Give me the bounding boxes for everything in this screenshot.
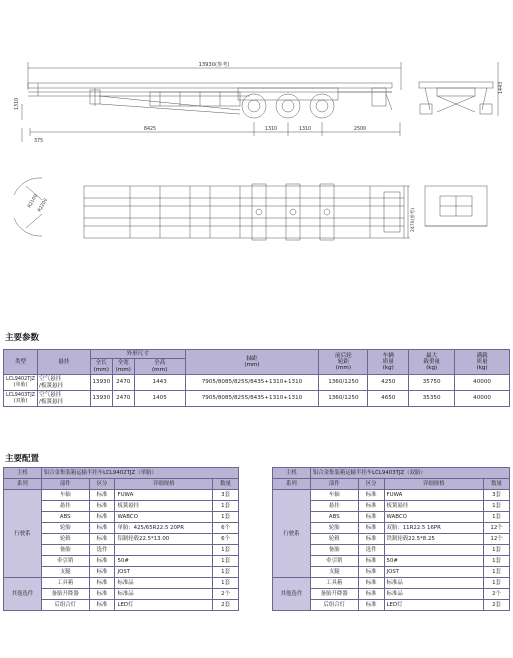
- cell-type-code: LCL9402TJZ: [5, 376, 36, 383]
- rear-view: [419, 62, 504, 116]
- cell-suspension: [37, 391, 90, 407]
- series-header: 系列: [273, 479, 311, 490]
- config-main-row: [4, 468, 239, 479]
- h-load-l2: 载重量: [423, 358, 441, 365]
- cell-length: 13930: [90, 375, 112, 391]
- cell-curb: 4250: [368, 375, 409, 391]
- config-row: [273, 578, 510, 589]
- length-dimension: [28, 60, 401, 90]
- h-track: [319, 350, 368, 375]
- h-length-unit: (mm): [93, 366, 109, 373]
- cell-track: 1360/1250: [319, 391, 368, 407]
- cell-class: 标准: [358, 556, 384, 567]
- cell-part: 支腿: [310, 567, 358, 578]
- cell-qty: 1套: [213, 501, 239, 512]
- cell-spec: 铁制轮毂22.5*8.25: [384, 534, 484, 545]
- h-curb: [368, 350, 409, 375]
- cell-width: 2470: [112, 375, 134, 391]
- cell-spec: WABCO: [384, 512, 484, 523]
- dim-r2200: R2200: [37, 197, 50, 213]
- cell-class: 标准: [358, 600, 384, 611]
- group-other: 其他选件: [273, 578, 311, 611]
- main-params-title: 主要参数: [5, 333, 40, 343]
- dim-2500: 2500: [353, 127, 367, 132]
- spec-header: 详细规格: [115, 479, 213, 490]
- cell-spec: LED灯: [115, 600, 213, 611]
- cell-width: 2470: [112, 391, 134, 407]
- cell-qty: 1套: [484, 545, 510, 556]
- dim-1310-a: 1310: [264, 127, 278, 132]
- cell-spec: [384, 545, 484, 556]
- cell-part: 支腿: [41, 567, 89, 578]
- cell-part: 车轴: [310, 490, 358, 501]
- cell-class: 标准: [89, 534, 115, 545]
- cell-class: 标准: [89, 512, 115, 523]
- h-width-label: 全宽: [117, 360, 129, 367]
- cell-spec: WABCO: [115, 512, 213, 523]
- cell-class: 选件: [89, 545, 115, 556]
- side-dimensions: [14, 98, 400, 144]
- qty-header: 数量: [484, 479, 510, 490]
- cell-part: 工具箱: [310, 578, 358, 589]
- cell-load: 35750: [409, 375, 455, 391]
- cell-spec: FUWA: [115, 490, 213, 501]
- h-wheelbase: [185, 350, 319, 375]
- cell-part: 备胎: [310, 545, 358, 556]
- config-main-row: [273, 468, 510, 479]
- dim-total-length: 13930(参考): [198, 62, 230, 68]
- config-row: [4, 490, 239, 501]
- cell-type-code: LCL9403TJZ: [5, 391, 36, 398]
- cell-class: 标准: [89, 578, 115, 589]
- dim-2470: 2470(参考): [411, 208, 416, 232]
- group-other: 其他选件: [4, 578, 42, 611]
- cell-class: 标准: [89, 567, 115, 578]
- cell-type-sub: (双胎): [13, 397, 28, 404]
- h-track-l1: 前后轮: [334, 352, 352, 359]
- cell-part: ABS: [310, 512, 358, 523]
- cell-spec: JOST: [115, 567, 213, 578]
- cell-class: 标准: [358, 589, 384, 600]
- cell-class: 选件: [358, 545, 384, 556]
- config-header-row: [273, 479, 510, 490]
- cell-class: 标准: [89, 589, 115, 600]
- end-view: [425, 186, 487, 226]
- cell-spec: JOST: [384, 567, 484, 578]
- spec-header: 详细规格: [384, 479, 484, 490]
- cell-part: 轮毂: [41, 534, 89, 545]
- h-gross-l1: 满载: [476, 352, 488, 359]
- h-curb-unit: (kg): [382, 365, 394, 372]
- cell-spec: 板簧悬挂: [384, 501, 484, 512]
- cell-qty: 2套: [484, 600, 510, 611]
- h-load: [409, 350, 455, 375]
- cell-qty: 3套: [484, 490, 510, 501]
- h-wheelbase-label: 轴距: [246, 355, 258, 362]
- main-value: 铝合金集装箱运输半挂车LCL9403TJZ（双胎）: [310, 468, 509, 479]
- cell-part: 轮胎: [41, 523, 89, 534]
- cell-wheelbase: 7905/8085/8255/8435+1310+1310: [185, 375, 319, 391]
- cell-type-sub: (单胎): [13, 381, 28, 388]
- h-suspension: 悬挂: [37, 350, 90, 375]
- cell-part: 后组合灯: [310, 600, 358, 611]
- cell-gross: 40000: [455, 391, 510, 407]
- cell-part: ABS: [41, 512, 89, 523]
- params-header-row-1: [4, 350, 510, 359]
- cell-suspension-l2: /板簧悬挂: [38, 398, 64, 405]
- h-width: [112, 359, 134, 375]
- h-height: [134, 359, 185, 375]
- cell-part: 备胎升降器: [310, 589, 358, 600]
- cell-height: 1443: [134, 375, 185, 391]
- cell-length: 13930: [90, 391, 112, 407]
- class-header: 区分: [358, 479, 384, 490]
- cell-qty: 2个: [484, 589, 510, 600]
- h-outline: 外形尺寸: [90, 350, 185, 359]
- h-track-l2: 轮距: [337, 358, 349, 365]
- cell-wheelbase: 7905/8085/8255/8435+1310+1310: [185, 391, 319, 407]
- params-row-1: [4, 375, 510, 391]
- cell-qty: 1套: [484, 567, 510, 578]
- h-gross: [455, 350, 510, 375]
- cell-spec: 50#: [115, 556, 213, 567]
- main-config-title: 主要配置: [5, 454, 40, 464]
- cell-part: 后组合灯: [41, 600, 89, 611]
- config-row: [4, 578, 239, 589]
- cell-spec: LED灯: [384, 600, 484, 611]
- part-header: 部件: [41, 479, 89, 490]
- cell-qty: 3套: [213, 490, 239, 501]
- trailer-drawing: [0, 0, 513, 325]
- cell-spec: 标准品: [384, 578, 484, 589]
- h-curb-l1: 车辆: [382, 352, 394, 359]
- cell-part: 悬挂: [41, 501, 89, 512]
- cell-qty: 6个: [213, 534, 239, 545]
- main-value: 铝合金集装箱运输半挂车LCL9402TJZ（单胎）: [41, 468, 238, 479]
- h-type: 类型: [4, 350, 38, 375]
- cell-qty: 1套: [213, 578, 239, 589]
- group-drive: 行驶系: [273, 490, 311, 578]
- cell-class: 标准: [358, 512, 384, 523]
- cell-spec: 铝制轮毂22.5*13.00: [115, 534, 213, 545]
- cell-part: 牵引销: [41, 556, 89, 567]
- dim-1443: 1443: [499, 81, 504, 94]
- cell-qty: 1套: [213, 545, 239, 556]
- dim-8425: 8425: [143, 127, 157, 132]
- cell-class: 标准: [89, 501, 115, 512]
- h-length-label: 全长: [95, 360, 107, 367]
- h-height-label: 全高: [154, 360, 166, 367]
- dim-1310-side: 1310: [15, 97, 20, 110]
- cell-part: 车轴: [41, 490, 89, 501]
- cell-class: 标准: [358, 501, 384, 512]
- side-view: [22, 83, 392, 142]
- h-curb-l2: 质量: [382, 358, 394, 365]
- cell-suspension-l1: 空气悬挂: [38, 392, 62, 399]
- cell-qty: 1套: [484, 512, 510, 523]
- cell-suspension-l1: 空气悬挂: [38, 376, 62, 383]
- cell-gross: 40000: [455, 375, 510, 391]
- params-row-2: [4, 391, 510, 407]
- cell-part: 备胎升降器: [41, 589, 89, 600]
- cell-class: 标准: [89, 556, 115, 567]
- cell-class: 标准: [358, 523, 384, 534]
- cell-qty: 1套: [213, 567, 239, 578]
- cell-spec: 50#: [384, 556, 484, 567]
- cell-qty: 2个: [213, 589, 239, 600]
- group-drive: 行驶系: [4, 490, 42, 578]
- cell-qty: 1套: [213, 512, 239, 523]
- h-width-unit: (mm): [115, 366, 131, 373]
- cell-qty: 1套: [484, 578, 510, 589]
- series-header: 系列: [4, 479, 42, 490]
- cell-part: 备胎: [41, 545, 89, 556]
- cell-class: 标准: [89, 523, 115, 534]
- h-gross-unit: (kg): [476, 365, 488, 372]
- cell-spec: FUWA: [384, 490, 484, 501]
- qty-header: 数量: [213, 479, 239, 490]
- top-view: [14, 178, 410, 240]
- cell-qty: 12个: [484, 534, 510, 545]
- dim-375: 375: [34, 139, 44, 144]
- cell-part: 悬挂: [310, 501, 358, 512]
- h-load-l1: 最大: [426, 352, 438, 359]
- cell-class: 标准: [358, 534, 384, 545]
- cell-class: 标准: [358, 578, 384, 589]
- cell-class: 标准: [358, 567, 384, 578]
- config-table-single: [3, 467, 239, 611]
- h-gross-l2: 质量: [476, 358, 488, 365]
- cell-qty: 12个: [484, 523, 510, 534]
- cell-qty: 2套: [213, 600, 239, 611]
- cell-qty: 1套: [484, 556, 510, 567]
- main-label: 主机: [4, 468, 42, 479]
- h-track-unit: (mm): [335, 365, 351, 372]
- cell-spec: 标准品: [384, 589, 484, 600]
- cell-part: 轮胎: [310, 523, 358, 534]
- cell-qty: 1套: [213, 556, 239, 567]
- h-load-unit: (kg): [426, 365, 438, 372]
- config-header-row: [4, 479, 239, 490]
- h-length: [90, 359, 112, 375]
- dim-1310-b: 1310: [298, 127, 312, 132]
- part-header: 部件: [310, 479, 358, 490]
- cell-qty: 6个: [213, 523, 239, 534]
- cell-spec: 标准品: [115, 578, 213, 589]
- cell-suspension: [37, 375, 90, 391]
- params-table: [3, 349, 510, 407]
- class-header: 区分: [89, 479, 115, 490]
- dim-r2100: R2100: [27, 193, 40, 209]
- h-height-unit: (mm): [152, 366, 168, 373]
- cell-spec: 单胎：425/65R22.5 20PR: [115, 523, 213, 534]
- cell-height: 1405: [134, 391, 185, 407]
- main-label: 主机: [273, 468, 311, 479]
- cell-type: [4, 375, 38, 391]
- cell-part: 轮毂: [310, 534, 358, 545]
- cell-part: 工具箱: [41, 578, 89, 589]
- cell-part: 牵引销: [310, 556, 358, 567]
- cell-class: 标准: [89, 490, 115, 501]
- cell-qty: 1套: [484, 501, 510, 512]
- cell-spec: 标准品: [115, 589, 213, 600]
- cell-track: 1360/1250: [319, 375, 368, 391]
- cell-spec: [115, 545, 213, 556]
- config-row: [273, 490, 510, 501]
- cell-class: 标准: [89, 600, 115, 611]
- config-table-dual: [272, 467, 510, 611]
- cell-load: 35350: [409, 391, 455, 407]
- cell-spec: 板簧悬挂: [115, 501, 213, 512]
- cell-class: 标准: [358, 490, 384, 501]
- cell-suspension-l2: /板簧悬挂: [38, 382, 64, 389]
- h-wheelbase-unit: (mm): [244, 362, 260, 369]
- cell-type: [4, 391, 38, 407]
- cell-curb: 4650: [368, 391, 409, 407]
- cell-spec: 双胎：11R22.5 16PR: [384, 523, 484, 534]
